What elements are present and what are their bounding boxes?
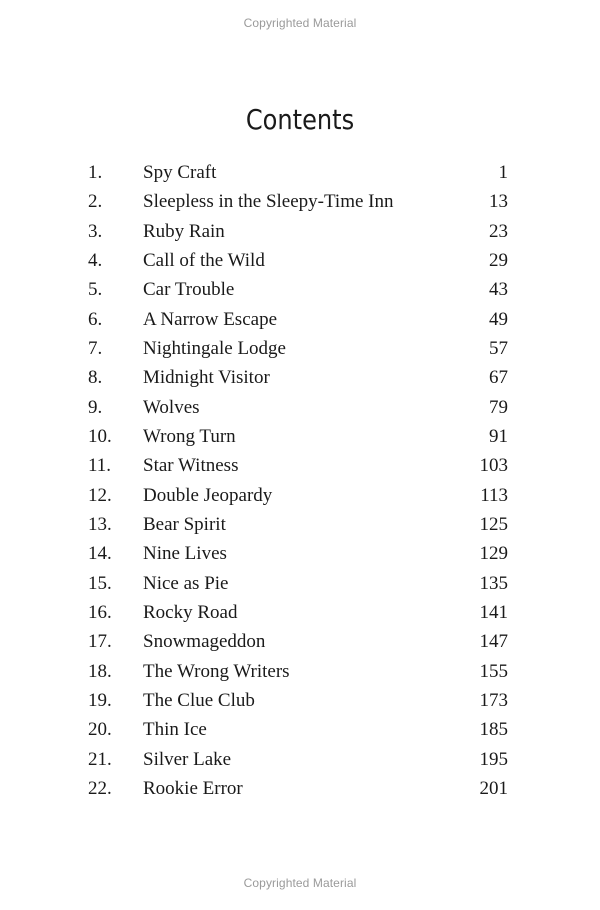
chapter-title: Sleepless in the Sleepy-Time Inn (143, 191, 394, 213)
chapter-number: 15. (88, 572, 112, 594)
chapter-number: 18. (88, 660, 112, 682)
page-number: 195 (479, 748, 508, 770)
toc-entry (88, 217, 508, 246)
page-number: 103 (479, 455, 508, 477)
watermark-top: Copyrighted Material (243, 16, 357, 30)
chapter-number: 9. (88, 396, 103, 418)
page-number: 201 (479, 777, 508, 799)
page-number: 1 (498, 162, 508, 183)
chapter-number: 7. (88, 337, 103, 359)
chapter-title: Nice as Pie (143, 572, 229, 594)
chapter-number: 13. (88, 513, 112, 535)
watermark-bottom: Copyrighted Material (243, 876, 357, 890)
page-number: 67 (489, 367, 508, 389)
page-number: 43 (489, 279, 508, 301)
toc-entry (88, 686, 508, 715)
chapter-number: 3. (88, 220, 103, 242)
page-number: 113 (480, 484, 508, 506)
page-number: 155 (479, 660, 508, 682)
chapter-number: 16. (88, 601, 112, 623)
page-number: 29 (489, 249, 508, 271)
chapter-number: 10. (88, 425, 112, 447)
chapter-title: Car Trouble (143, 279, 235, 301)
page-number: 57 (489, 337, 508, 359)
chapter-title: Nightingale Lodge (143, 337, 286, 359)
chapter-title: Spy Craft (143, 162, 217, 183)
chapter-title: Double Jeopardy (143, 484, 273, 506)
page-number: 147 (479, 631, 508, 653)
page-number: 129 (479, 543, 508, 565)
chapter-title: Wolves (143, 396, 200, 418)
chapter-number: 4. (88, 249, 103, 271)
page-number: 23 (489, 220, 508, 242)
toc-entry (88, 275, 508, 304)
chapter-title: Bear Spirit (143, 513, 226, 535)
toc-entry (88, 569, 508, 598)
chapter-title: Midnight Visitor (143, 367, 270, 389)
toc-entry (88, 363, 508, 392)
chapter-title: Thin Ice (143, 719, 207, 741)
chapter-number: 19. (88, 689, 112, 711)
chapter-number: 1. (88, 162, 103, 183)
chapter-title: Call of the Wild (143, 249, 265, 271)
chapter-number: 12. (88, 484, 112, 506)
chapter-title: Nine Lives (143, 543, 227, 565)
toc-entry (88, 422, 508, 451)
table-of-contents (88, 158, 508, 803)
toc-entry (88, 246, 508, 275)
toc-entry (88, 393, 508, 422)
chapter-title: Silver Lake (143, 748, 232, 770)
chapter-title: Snowmageddon (143, 631, 266, 653)
page-number: 135 (479, 572, 508, 594)
page-number: 91 (489, 425, 508, 447)
chapter-number: 6. (88, 308, 103, 330)
page-number: 185 (479, 719, 508, 741)
chapter-number: 21. (88, 748, 112, 770)
page-number: 13 (489, 191, 508, 213)
page-number: 79 (489, 396, 508, 418)
chapter-title: The Clue Club (143, 689, 255, 711)
chapter-number: 11. (88, 455, 112, 477)
chapter-number: 8. (88, 367, 103, 389)
chapter-title: Star Witness (143, 455, 239, 477)
toc-entry (88, 187, 508, 216)
page-title: Contents (245, 102, 355, 136)
chapter-number: 20. (88, 719, 112, 741)
toc-entry (88, 598, 508, 627)
toc-entry (88, 510, 508, 539)
chapter-title: The Wrong Writers (143, 660, 290, 682)
chapter-title: Ruby Rain (143, 220, 225, 242)
chapter-number: 14. (88, 543, 112, 565)
toc-entry (88, 657, 508, 686)
toc-entry (88, 481, 508, 510)
chapter-title: Wrong Turn (143, 425, 236, 447)
page-number: 141 (479, 601, 508, 623)
toc-entry (88, 715, 508, 744)
toc-entry (88, 627, 508, 656)
page-number: 49 (489, 308, 508, 330)
chapter-title: Rocky Road (143, 601, 238, 623)
toc-entry (88, 451, 508, 480)
chapter-title: Rookie Error (143, 777, 243, 799)
page-number: 173 (479, 689, 508, 711)
toc-entry (88, 158, 508, 187)
toc-entry (88, 539, 508, 568)
toc-entry (88, 305, 508, 334)
toc-entry (88, 334, 508, 363)
chapter-title: A Narrow Escape (143, 308, 278, 330)
chapter-number: 5. (88, 279, 103, 301)
chapter-number: 2. (88, 191, 103, 213)
toc-entry (88, 745, 508, 774)
chapter-number: 17. (88, 631, 112, 653)
toc-entry (88, 774, 508, 803)
chapter-number: 22. (88, 777, 112, 799)
page-number: 125 (479, 513, 508, 535)
